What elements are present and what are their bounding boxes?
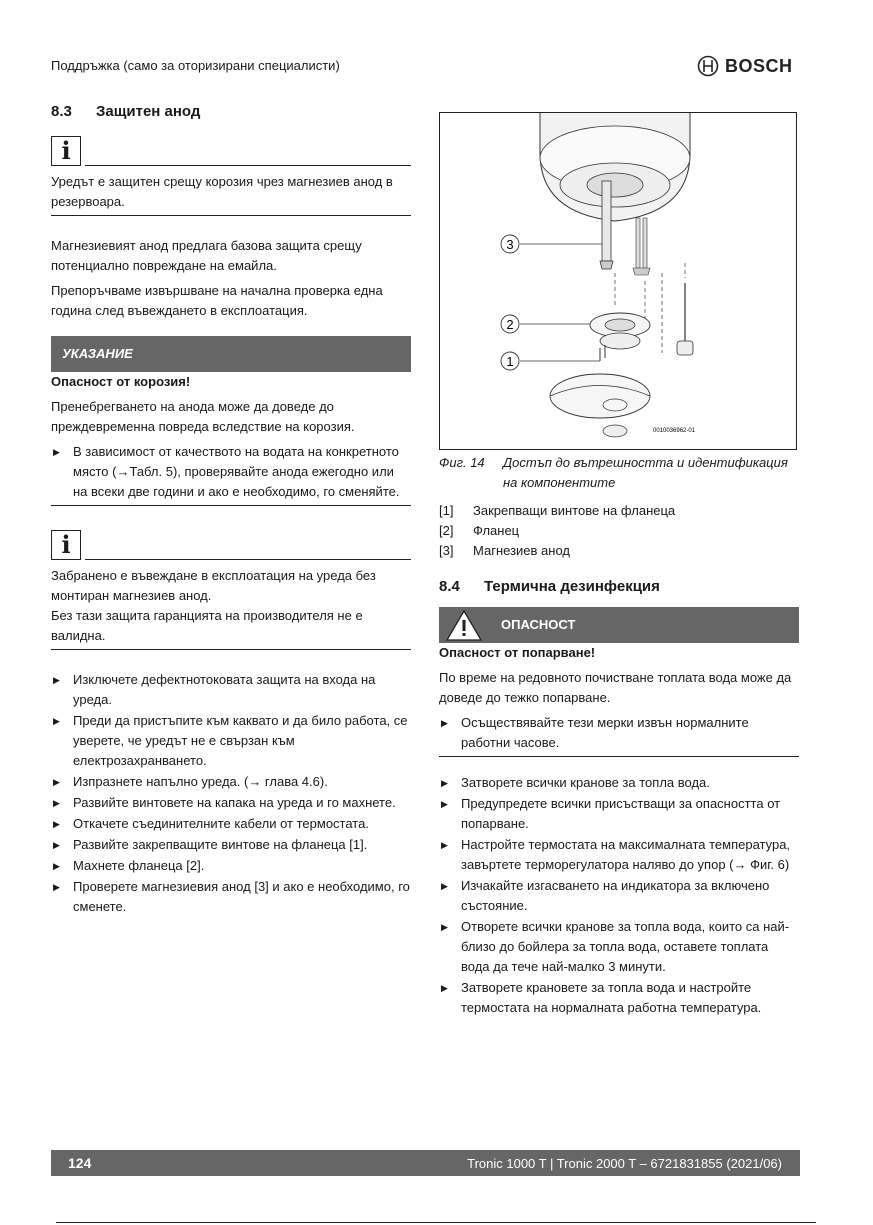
- anode-exploded-diagram: [440, 113, 796, 449]
- document-reference: Tronic 1000 T | Tronic 2000 T – 6721831855 (2021/06): [467, 1155, 782, 1171]
- info-box-1: [51, 136, 411, 166]
- figure-code: 0010036962-01: [653, 428, 696, 434]
- info-text-1: Уредът е защитен срещу корозия чрез магнезиев анод в резервоара.: [51, 174, 393, 209]
- list-item: ▶ Проверете магнезиевия анод [3] и ако е необходимо, го сменете.: [51, 877, 411, 917]
- danger-list: [439, 713, 799, 753]
- list-item: ▶ Изключете дефектнотоковата защита на входа на уреда.: [51, 670, 411, 710]
- notice-heading: Опасност от корозия!: [51, 374, 191, 389]
- danger-band: [439, 607, 799, 643]
- list-item: ▶ Настройте термостата на максималната температура, завъртете терморегулатора наляво до упор (→ Фиг. 6): [439, 835, 799, 875]
- info-icon: i: [51, 136, 81, 166]
- caption-number: Фиг. 14: [439, 455, 485, 470]
- notice-list: [51, 442, 411, 502]
- figure-caption: [439, 453, 799, 493]
- info-text-2a: Забранено е въвеждане в експлоатация на уреда без монтиран магнезиев анод.: [51, 568, 376, 603]
- list-item: ▶ Изчакайте изгасването на индикатора за включено състояние.: [439, 876, 799, 916]
- info-text-2b: Без тази защита гаранцията на производителя не е валидна.: [51, 608, 363, 643]
- section-title: Термична дезинфекция: [484, 578, 660, 595]
- list-item: ▶ Преди да пристъпите към каквато и да било работа, се уверете, че уредът не е свързан към електрозахранването.: [51, 711, 411, 771]
- list-item: ▶ В зависимост от качеството на водата на конкретното място (→Табл. 5), проверявайте анода ежегодно или на всеки две години и ако е необходимо, го сменяйте.: [51, 442, 411, 502]
- notice-band: [51, 336, 411, 372]
- danger-label: ОПАСНОСТ: [501, 617, 576, 632]
- notice-label: УКАЗАНИЕ: [62, 346, 133, 361]
- figure-legend: [439, 501, 799, 561]
- info-icon: i: [51, 530, 81, 560]
- callout-3: 3: [506, 237, 514, 252]
- bottom-rule: [56, 1222, 816, 1223]
- page-header-title: Поддръжка (само за оторизирани специалисти): [51, 58, 340, 73]
- list-item: ▶ Затворете крановете за топла вода и настройте термостата на нормалната работна температура.: [439, 978, 799, 1018]
- callout-1: 1: [506, 354, 514, 369]
- list-item: ▶ Развийте винтовете на капака на уреда и го махнете.: [51, 793, 411, 813]
- info-box-2: [51, 530, 411, 560]
- callout-2: 2: [506, 317, 514, 332]
- list-item: ▶ Отворете всички кранове за топла вода, които са най-близо до бойлера за топла вода, оставете топлата вода да тече най-малко 3 минути.: [439, 917, 799, 977]
- bosch-armature-icon: [697, 55, 719, 77]
- section-8-3-heading: [51, 102, 411, 122]
- paragraph: Магнезиевият анод предлага базова защита срещу потенциално повреждане на емайла.: [51, 238, 362, 273]
- danger-text: По време на редовното почистване топлата вода може да доведе до тежко попарване.: [439, 670, 792, 705]
- legend-item: [1] Закрепващи винтове на фланеца: [439, 503, 676, 518]
- brand-name: BOSCH: [725, 55, 793, 76]
- list-item: ▶ Предупредете всички присъстващи за опасността от попарване.: [439, 794, 799, 834]
- page-number: 124: [68, 1155, 92, 1171]
- section-8-3: [51, 102, 411, 918]
- legend-item: [3] Магнезиев анод: [439, 543, 570, 558]
- steps-list-8-4: [439, 773, 799, 1018]
- brand-logo: [697, 55, 793, 77]
- figure-and-section-8-4: [439, 112, 799, 1019]
- list-item: ▶ Откачете съединителните кабели от термостата.: [51, 814, 411, 834]
- section-title: Защитен анод: [96, 103, 201, 120]
- paragraph: Препоръчваме извършване на начална проверка една година след въвеждането в експлоатация.: [51, 283, 383, 318]
- steps-list-8-3: [51, 670, 411, 917]
- list-item: ▶ Осъществявайте тези мерки извън нормалните работни часове.: [439, 713, 799, 753]
- page-footer: [51, 1150, 800, 1176]
- notice-text: Пренебрегването на анода може да доведе до преждевременна повреда вследствие на корозия.: [51, 399, 355, 434]
- list-item: ▶ Развийте закрепващите винтове на фланеца [1].: [51, 835, 411, 855]
- danger-heading: Опасност от попарване!: [439, 645, 596, 660]
- list-item: ▶ Махнете фланеца [2].: [51, 856, 411, 876]
- section-number: 8.4: [439, 578, 460, 595]
- warning-triangle-icon: [439, 607, 489, 643]
- list-item: ▶ Затворете всички кранове за топла вода.: [439, 773, 799, 793]
- figure-14: [439, 112, 797, 450]
- list-item: ▶ Изпразнете напълно уреда. (→ глава 4.6).: [51, 772, 411, 792]
- caption-text: Достъп до вътрешността и идентификация на компонентите: [503, 455, 788, 490]
- section-8-4-heading: [439, 577, 799, 597]
- legend-item: [2] Фланец: [439, 523, 520, 538]
- section-number: 8.3: [51, 103, 72, 120]
